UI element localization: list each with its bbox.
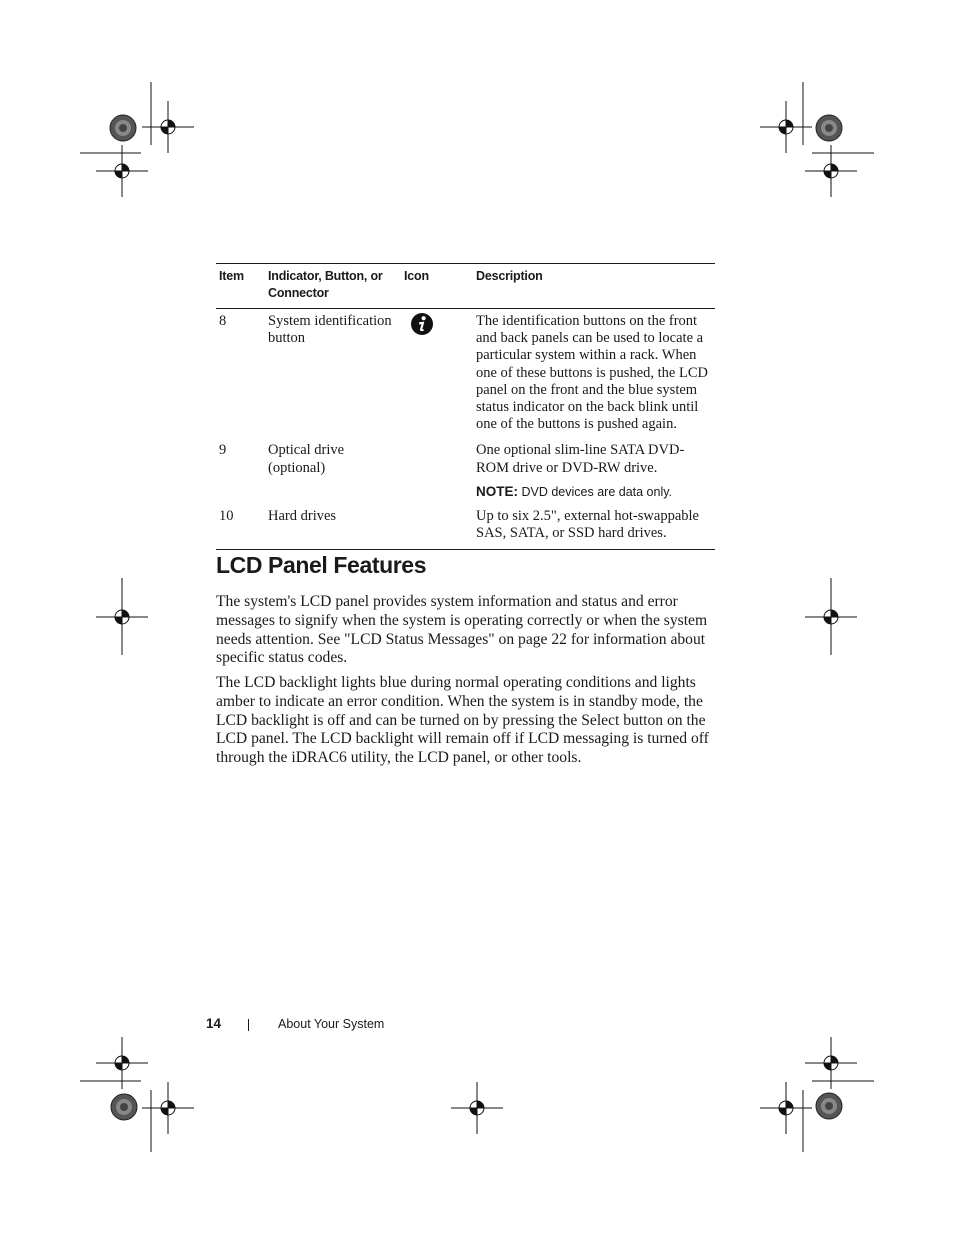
registration-rosette-icon bbox=[816, 115, 842, 141]
registration-cross-icon bbox=[142, 101, 194, 153]
features-table bbox=[216, 263, 715, 550]
registration-rosette-icon bbox=[816, 1093, 842, 1119]
paragraph: The LCD backlight lights blue during normal operating conditions and lights amber to indicate an error condition. When the system is in standby mode, the LCD backlight is off and can be turned on by pressing the Select button on the LCD panel. The LCD backlight will remain off if LCD messaging is turned off through the iDRAC6 utility, the LCD panel, or other tools. bbox=[216, 674, 709, 767]
note-text: DVD devices are data only. bbox=[521, 484, 673, 499]
paragraph: The system's LCD panel provides system information and status and error messages to signify when the system is operating correctly or when the system needs attention. See "LCD Status Messages" on page 22 for information about specific status codes. bbox=[216, 593, 708, 667]
page-number: 14 bbox=[206, 1016, 222, 1031]
registration-rosette-icon bbox=[110, 115, 136, 141]
cell-item: 9 bbox=[219, 442, 227, 459]
cell-description: Up to six 2.5", external hot-swappable SAS, SATA, or SSD hard drives. bbox=[476, 508, 699, 542]
registration-cross-icon bbox=[760, 1082, 812, 1134]
cell-item: 10 bbox=[219, 508, 234, 525]
description-text: One optional slim-line SATA DVD-ROM drive or DVD-RW drive. bbox=[476, 442, 685, 476]
cell-indicator: Optical drive (optional) bbox=[268, 442, 345, 476]
registration-rosette-icon bbox=[111, 1094, 137, 1120]
cell-indicator: Hard drives bbox=[268, 508, 337, 525]
footer-divider bbox=[248, 1019, 249, 1031]
table-row bbox=[216, 440, 715, 505]
note-label: NOTE: bbox=[476, 483, 518, 499]
features-table-container bbox=[216, 263, 715, 550]
header-item: Item bbox=[219, 269, 244, 283]
header-description: Description bbox=[476, 269, 543, 283]
registration-cross-icon bbox=[760, 101, 812, 153]
info-icon bbox=[410, 312, 434, 336]
cell-indicator: System identification button bbox=[268, 313, 392, 347]
registration-cross-icon bbox=[142, 1082, 194, 1134]
header-indicator: Indicator, Button, or Connector bbox=[268, 269, 383, 300]
cell-icon bbox=[401, 309, 473, 441]
footer-section-title: About Your System bbox=[278, 1017, 385, 1031]
table-row bbox=[216, 309, 715, 441]
cell-icon bbox=[401, 440, 473, 505]
table-row bbox=[216, 505, 715, 550]
registration-cross-icon bbox=[451, 1082, 503, 1134]
note bbox=[476, 483, 711, 501]
cell-description: The identification buttons on the front and back panels can be used to locate a particular system within a rack. When one of these buttons is pushed, the LCD panel on the front and the blue system status indicator on the back blink until one of the buttons is pushed again. bbox=[476, 313, 708, 433]
page-footer bbox=[0, 1016, 954, 1036]
cell-description bbox=[473, 440, 715, 505]
cell-icon bbox=[401, 505, 473, 550]
header-icon: Icon bbox=[404, 269, 429, 283]
table-header-row bbox=[216, 264, 715, 309]
cell-item: 8 bbox=[219, 313, 227, 329]
section-heading: LCD Panel Features bbox=[216, 552, 427, 578]
